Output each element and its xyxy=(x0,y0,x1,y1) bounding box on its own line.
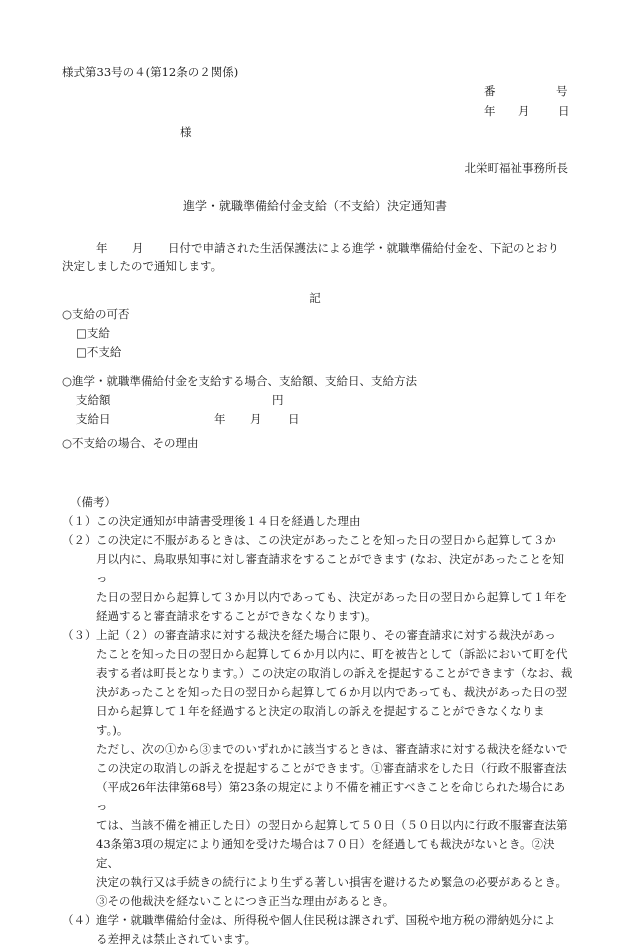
remark-number: （３） xyxy=(62,628,97,642)
ban-label: 番 xyxy=(484,84,496,98)
remark-item xyxy=(62,531,574,626)
remark-number: （４） xyxy=(62,913,97,927)
intro-line2: 決定しましたので通知します。 xyxy=(62,259,223,273)
remark-item xyxy=(62,626,574,911)
yen-label: 円 xyxy=(272,393,284,407)
amount-label: 支給額 xyxy=(76,393,111,407)
remark-text: この決定に不服があるときは、この決定があったことを知った日の翌日から起算して３か 月以内に、鳥取県知事に対し審査請求をすることができます (なお、決定があったことを知っ た日の翌日から起算して３か月以内であっても、決定があった日の翌日から起算して１年を 経過すると審査請求をすることができなくなります)。 xyxy=(96,533,568,623)
issuer-name: 北栄町福祉事務所長 xyxy=(464,161,568,175)
remark-number: （２） xyxy=(62,533,97,547)
day-label: 日 xyxy=(558,104,570,118)
addressee-honorific: 様 xyxy=(180,125,192,139)
checkbox-option-grant[interactable]: □支給 xyxy=(76,326,110,340)
remark-number: （１） xyxy=(62,514,97,528)
amount-row xyxy=(62,391,417,410)
remark-text: 上記（２）の審査請求に対する裁決を経た場合に限り、その審査請求に対する裁決があっ たことを知った日の翌日から起算して６か月以内に、町を被告として（訴訟において町を代 表する者は町長となります。）この決定の取消しの訴えを提起することができます（なお、裁 決があったことを知った日の翌日から起算して６か月以内であっても、裁決があった日の翌 日から起算して１年を経過すると決定の取消しの訴えを提起することができなくなります。)。 ただし、次の①から③までのいずれかに該当するときは、審査請求に対する裁決を経ないで この決定の取消しの訴えを提起することができます。①審査請求をした日（行政不服審査法 （平成26年法律第68号）第23条の規定により不備を補正すべきことを命じられた場合にあっ ては、当該不備を補正した日）の翌日から起算して５０日（５０日以内に行政不服審査法第 43条第3項の規定により通知を受けた場合は７０日）を経過しても裁決がないとき。②決定、 決定の執行又は手続きの続行により生ずる著しい損害を避けるため緊急の必要があるとき。 ③その他裁決を経ないことにつき正当な理由があるとき。 xyxy=(96,628,573,908)
intro-year: 年 xyxy=(96,241,108,255)
document-number-line xyxy=(484,86,568,98)
remarks-heading: （備考） xyxy=(70,495,116,509)
year-label: 年 xyxy=(484,104,496,118)
section-denial-reason: ○不支給の場合、その理由 xyxy=(62,436,199,450)
payment-day: 日 xyxy=(288,412,300,426)
section-payment xyxy=(62,372,417,429)
payment-month: 月 xyxy=(250,412,262,426)
issue-date-line xyxy=(484,106,570,118)
payment-date-row xyxy=(62,410,417,429)
section-approval xyxy=(62,305,130,362)
go-label: 号 xyxy=(556,84,568,98)
section-approval-title: ○支給の可否 xyxy=(62,307,130,321)
remark-text: 進学・就職準備給付金は、所得税や個人住民税は課されず、国税や地方税の滞納処分によ る差押えは禁止されています。 xyxy=(96,913,556,946)
checkbox-option-deny[interactable]: □不支給 xyxy=(76,345,122,359)
intro-line1: 日付で申請された生活保護法による進学・就職準備給付金を、下記のとおり xyxy=(168,241,559,255)
payment-date-label: 支給日 xyxy=(76,412,111,426)
month-label: 月 xyxy=(518,104,530,118)
document-title: 進学・就職準備給付金支給（不支給）決定通知書 xyxy=(182,199,447,213)
section-payment-title: ○進学・就職準備給付金を支給する場合、支給額、支給日、支給方法 xyxy=(62,374,418,388)
remark-item xyxy=(62,512,574,531)
ki-heading: 記 xyxy=(309,291,321,305)
intro-paragraph xyxy=(62,239,572,275)
remark-text: この決定通知が申請書受理後１４日を経過した理由 xyxy=(96,514,361,528)
remarks xyxy=(62,493,574,949)
payment-year: 年 xyxy=(214,412,226,426)
intro-month: 月 xyxy=(132,241,144,255)
form-number: 様式第33号の４(第12条の２関係) xyxy=(62,65,239,79)
remark-item xyxy=(62,911,574,949)
